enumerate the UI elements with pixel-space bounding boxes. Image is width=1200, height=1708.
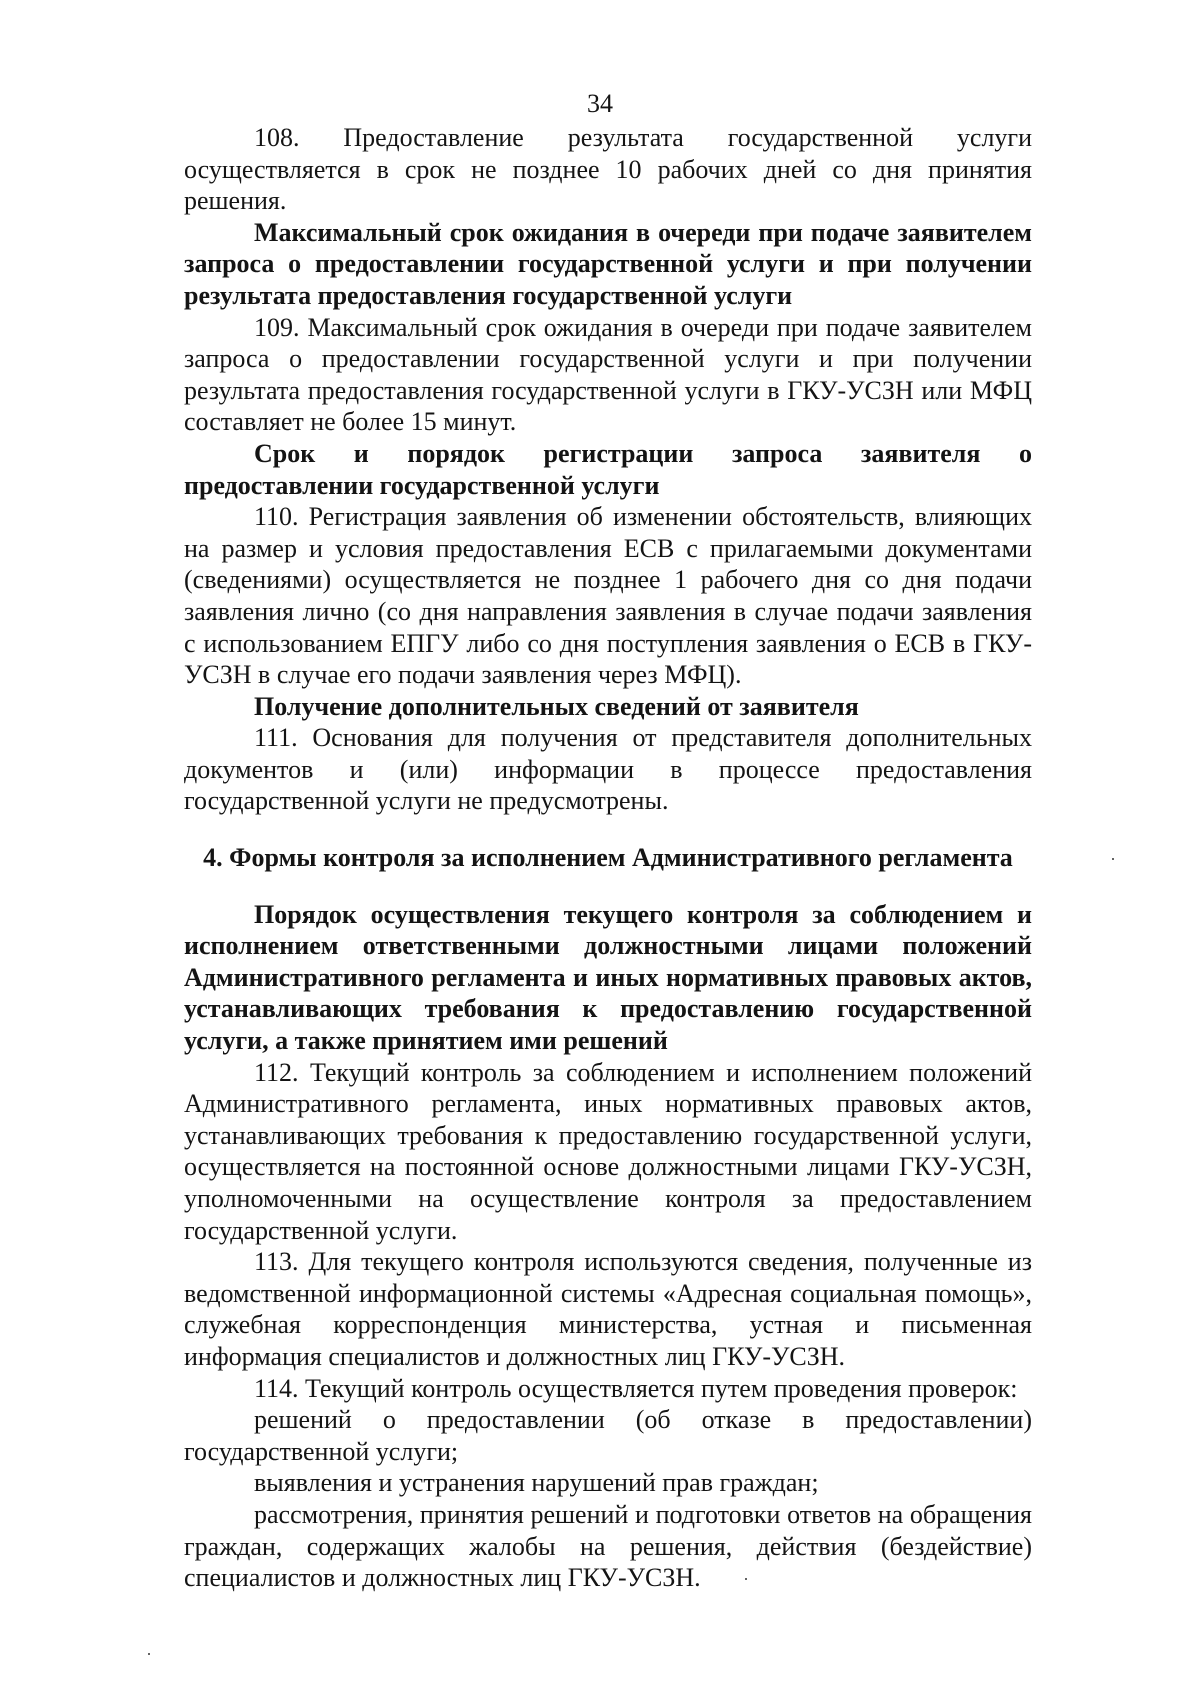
document-body — [184, 122, 1032, 1594]
paragraph-114-item-decisions: решений о предоставлении (об отказе в предоставлении) государственной услуги; — [184, 1405, 1032, 1466]
paragraph-109: 109. Максимальный срок ожидания в очереди при подаче заявителем запроса о предоставлении государственной услуги и при получении результата предоставления государственной услуги в ГКУ-УСЗН или МФЦ составляет не более 15 минут. — [184, 312, 1032, 437]
heading-additional-info: Получение дополнительных сведений от заявителя — [254, 691, 859, 721]
paragraph-113: 113. Для текущего контроля используются сведения, полученные из ведомственной информационной системы «Адресная социальная помощь», служебная корреспонденция министерства, устная и письменная информация специалистов и должностных лиц ГКУ-УСЗН. — [184, 1247, 1032, 1371]
scan-speck — [148, 1653, 150, 1655]
scan-speck — [745, 1578, 747, 1580]
paragraph-112: 112. Текущий контроль за соблюдением и исполнением положений Административного регламента, иных нормативных правовых актов, устанавливающих требования к предоставлению государственной услуги, осуществляется на постоянной основе должностными лицами ГКУ-УСЗН, уполномоченными на осуществление контроля за предоставлением государственной услуги. — [184, 1057, 1032, 1245]
section-gap — [184, 817, 1032, 842]
section-4-title: 4. Формы контроля за исполнением Административного регламента — [203, 843, 1013, 873]
heading-registration: Срок и порядок регистрации запроса заявителя о предоставлении государственной услуги — [184, 438, 1032, 500]
paragraph-108: 108. Предоставление результата государственной услуги осуществляется в срок не позднее 10 рабочих дней со дня принятия решения. — [184, 123, 1032, 216]
paragraph-114-item-appeals: рассмотрения, принятия решений и подготовки ответов на обращения граждан, содержащих жалобы на решения, действия (бездействие) специалистов и должностных лиц ГКУ-УСЗН. — [184, 1499, 1032, 1593]
scan-speck — [1112, 858, 1114, 860]
heading-max-wait-time: Максимальный срок ожидания в очереди при подаче заявителем запроса о предоставлении государственной услуги и при получении результата предоставления государственной услуги — [184, 217, 1032, 310]
paragraph-110: 110. Регистрация заявления об изменении обстоятельств, влияющих на размер и условия предоставления ЕСВ с прилагаемыми документами (сведениями) осуществляется не позднее 1 рабочего дня со дня подачи заявления лично (со дня направления заявления в случае подачи заявления с использованием ЕПГУ либо со дня поступления заявления о ЕСВ в ГКУ-УСЗН в случае его подачи заявления через МФЦ). — [184, 502, 1032, 690]
paragraph-114: 114. Текущий контроль осуществляется путем проведения проверок: — [254, 1373, 1018, 1403]
paragraph-114-item-violations: выявления и устранения нарушений прав граждан; — [254, 1468, 819, 1498]
section-gap — [184, 874, 1032, 899]
page-number: 34 — [587, 89, 613, 118]
paragraph-111: 111. Основания для получения от представителя дополнительных документов и (или) информации в процессе предоставления государственной услуги не предусмотрены. — [184, 723, 1032, 816]
heading-current-control: Порядок осуществления текущего контроля за соблюдением и исполнением ответственными должностными лицами положений Административного регламента и иных нормативных правовых актов, устанавливающих требования к предоставлению государственной услуги, а также принятием ими решений — [184, 899, 1032, 1056]
